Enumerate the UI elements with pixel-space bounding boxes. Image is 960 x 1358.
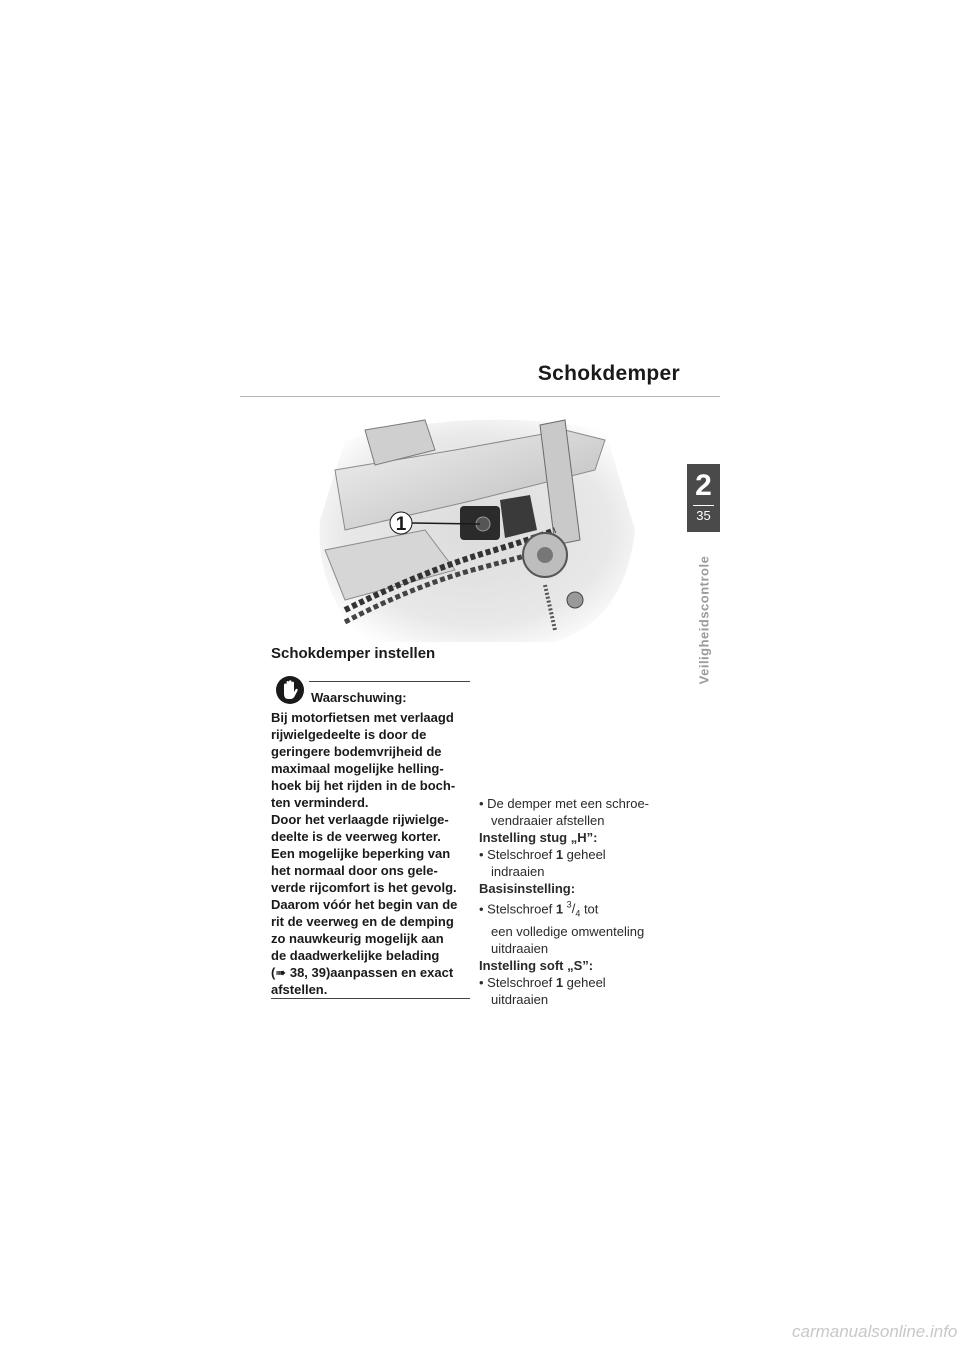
warning-bottom-rule (271, 998, 470, 999)
warning-line: afstellen. (271, 982, 328, 997)
title-divider (240, 396, 720, 397)
chapter-number: 2 (695, 469, 712, 502)
warning-line: Door het verlaagde rijwielge- (271, 812, 449, 827)
warning-line: ten verminderd. (271, 795, 369, 810)
warning-line: deelte is de veerweg korter. (271, 829, 441, 844)
chapter-tab (687, 464, 720, 532)
setting-hard-bullet: • Stelschroef 1 geheel (479, 847, 606, 862)
setting-soft-heading: Instelling soft „S”: (479, 957, 594, 973)
warning-line: het normaal door ons gele- (271, 863, 438, 878)
setting-soft-bullet: • Stelschroef 1 geheel (479, 974, 606, 990)
page-number: 35 (696, 508, 711, 523)
warning-line: geringere bodemvrijheid de (271, 744, 442, 759)
warning-text (271, 709, 476, 998)
chapter-side-label: Veiligheidscontrole (696, 555, 712, 685)
warning-line: rit de veerweg en de demping (271, 914, 454, 929)
warning-line: zo nauwkeurig mogelijk aan (271, 931, 444, 946)
shock-absorber-photo (305, 410, 645, 642)
warning-title: Waarschuwing: (311, 690, 407, 705)
adjustment-instructions (479, 795, 689, 1008)
warning-line: Daarom vóór het begin van de (271, 897, 458, 912)
warning-line: rijwielgedeelte is door de (271, 727, 427, 742)
setting-basic-continued: een volledige omwenteling (491, 923, 645, 939)
fraction: $^3/_4$ (566, 900, 581, 919)
page-title: Schokdemper (537, 362, 680, 385)
warning-line: Een mogelijke beperking van (271, 846, 451, 861)
setting-basic-continued: uitdraaien (491, 940, 549, 956)
warning-line: maximaal mogelijke helling- (271, 761, 444, 776)
warning-hand-icon (275, 675, 305, 705)
intro-bullet: • De demper met een schroe- (479, 796, 650, 811)
setting-soft-continued: uitdraaien (491, 991, 549, 1007)
warning-top-rule (309, 681, 470, 682)
section-heading: Schokdemper instellen (271, 645, 436, 662)
setting-basic-bullet: • Stelschroef 1 $^3/_4$ tot (479, 900, 599, 919)
intro-bullet-continued: vendraaier afstellen (491, 813, 605, 828)
setting-basic-heading: Basisinstelling: (479, 881, 576, 896)
warning-line: Bij motorfietsen met verlaagd (271, 710, 454, 725)
callout-label: 1 (395, 514, 407, 535)
warning-line: (➠ 38, 39)aanpassen en exact (271, 965, 454, 980)
warning-line: verde rijcomfort is het gevolg. (271, 880, 457, 895)
setting-hard-heading: Instelling stug „H”: (479, 830, 598, 845)
warning-line: hoek bij het rijden in de boch- (271, 778, 456, 793)
warning-line: de daadwerkelijke belading (271, 948, 440, 963)
watermark: carmanualsonline.info (792, 1322, 958, 1341)
setting-hard-continued: indraaien (491, 864, 545, 879)
